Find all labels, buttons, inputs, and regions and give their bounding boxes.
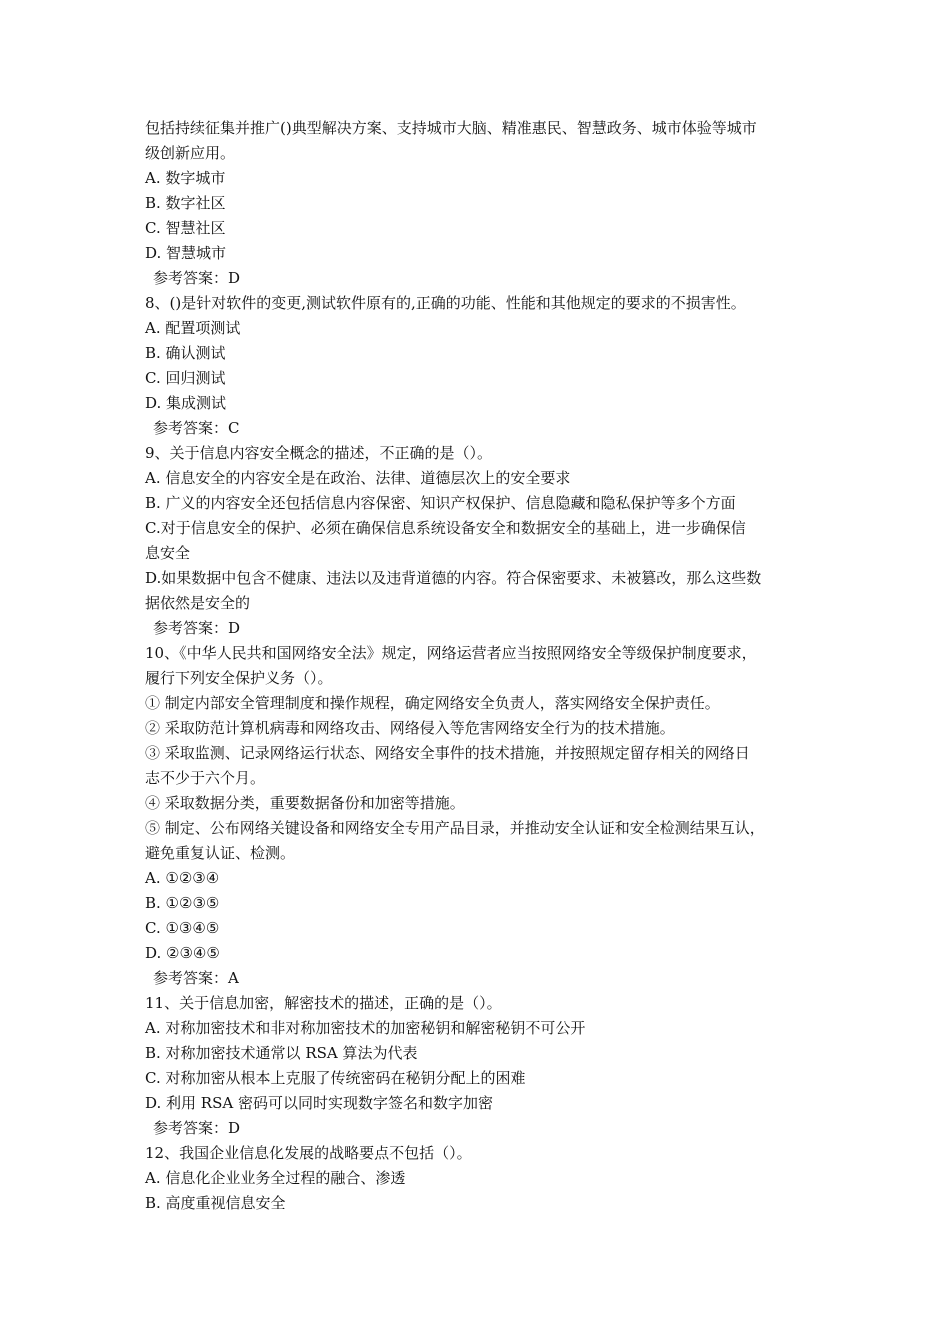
option-a: A. 数字城市 bbox=[145, 169, 226, 187]
option-c: C. ①③④⑤ bbox=[145, 919, 220, 937]
option-c: C. 对称加密从根本上克服了传统密码在秘钥分配上的困难 bbox=[145, 1069, 526, 1087]
option-d: D. 集成测试 bbox=[145, 394, 227, 412]
option-a: A. 信息安全的内容安全是在政治、法律、道德层次上的安全要求 bbox=[145, 469, 571, 487]
option-c: C. 回归测试 bbox=[145, 369, 226, 387]
option-d: D. 利用 RSA 密码可以同时实现数字签名和数字加密 bbox=[145, 1094, 493, 1112]
reference-answer: 参考答案：D bbox=[153, 1119, 241, 1137]
item-1: ① 制定内部安全管理制度和操作规程，确定网络安全负责人，落实网络安全保护责任。 bbox=[145, 694, 720, 712]
question-12: 12、我国企业信息化发展的战略要点不包括（）。 bbox=[145, 1144, 472, 1162]
option-b: B. 对称加密技术通常以 RSA 算法为代表 bbox=[145, 1044, 418, 1062]
text-line: 包括持续征集并推广()典型解决方案、支持城市大脑、精准惠民、智慧政务、城市体验等城市 bbox=[145, 119, 757, 137]
option-c-continued: 息安全 bbox=[145, 544, 191, 562]
question-10: 10、《中华人民共和国网络安全法》规定，网络运营者应当按照网络安全等级保护制度要求， bbox=[145, 644, 757, 662]
item-5-continued: 避免重复认证、检测。 bbox=[145, 844, 296, 862]
option-c: C.对于信息安全的保护、必须在确保信息系统设备安全和数据安全的基础上，进一步确保信 bbox=[145, 519, 746, 537]
question-10-continued: 履行下列安全保护义务（）。 bbox=[145, 669, 333, 687]
question-8: 8、()是针对软件的变更,测试软件原有的,正确的功能、性能和其他规定的要求的不损害性。 bbox=[145, 294, 746, 312]
option-a: A. 信息化企业业务全过程的融合、渗透 bbox=[145, 1169, 406, 1187]
question-11: 11、关于信息加密，解密技术的描述，正确的是（）。 bbox=[145, 994, 502, 1012]
question-9: 9、关于信息内容安全概念的描述，不正确的是（）。 bbox=[145, 444, 493, 462]
option-b: B. 确认测试 bbox=[145, 344, 226, 362]
option-a: A. 配置项测试 bbox=[145, 319, 241, 337]
option-b: B. ①②③⑤ bbox=[145, 894, 220, 912]
option-b: B. 高度重视信息安全 bbox=[145, 1194, 286, 1212]
item-3: ③ 采取监测、记录网络运行状态、网络安全事件的技术措施，并按照规定留存相关的网络日 bbox=[145, 744, 750, 762]
item-3-continued: 志不少于六个月。 bbox=[145, 769, 266, 787]
option-b: B. 数字社区 bbox=[145, 194, 226, 212]
text-line: 级创新应用。 bbox=[145, 144, 236, 162]
option-b: B. 广义的内容安全还包括信息内容保密、知识产权保护、信息隐藏和隐私保护等多个方面 bbox=[145, 494, 736, 512]
item-5: ⑤ 制定、公布网络关键设备和网络安全专用产品目录，并推动安全认证和安全检测结果互认， bbox=[145, 819, 765, 837]
reference-answer: 参考答案：C bbox=[153, 419, 240, 437]
option-a: A. ①②③④ bbox=[145, 869, 220, 887]
item-4: ④ 采取数据分类，重要数据备份和加密等措施。 bbox=[145, 794, 465, 812]
option-c: C. 智慧社区 bbox=[145, 219, 226, 237]
document-body bbox=[145, 116, 825, 1216]
option-d: D.如果数据中包含不健康、违法以及违背道德的内容。符合保密要求、未被篡改，那么这些数 bbox=[145, 569, 762, 587]
option-d: D. ②③④⑤ bbox=[145, 944, 220, 962]
item-2: ② 采取防范计算机病毒和网络攻击、网络侵入等危害网络安全行为的技术措施。 bbox=[145, 719, 675, 737]
reference-answer: 参考答案：A bbox=[153, 969, 239, 987]
reference-answer: 参考答案：D bbox=[153, 269, 241, 287]
option-d: D. 智慧城市 bbox=[145, 244, 227, 262]
option-a: A. 对称加密技术和非对称加密技术的加密秘钥和解密秘钥不可公开 bbox=[145, 1019, 586, 1037]
reference-answer: 参考答案：D bbox=[153, 619, 241, 637]
option-d-continued: 据依然是安全的 bbox=[145, 594, 251, 612]
